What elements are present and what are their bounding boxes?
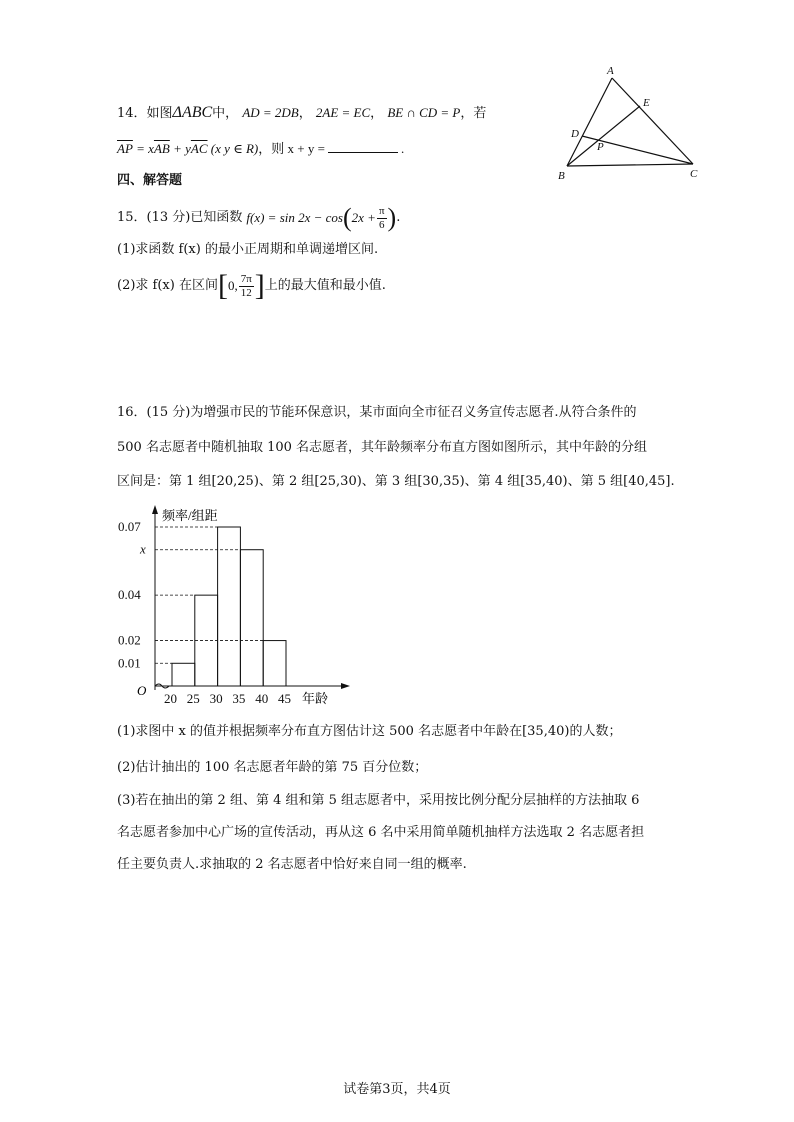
q16-line3: 区间是：第 1 组[20,25)、第 2 组[25,30)、第 3 组[30,35)、第 4 组[35,40)、第 5 组[40,45]. xyxy=(117,474,675,489)
q15-part1: (1)求函数 f(x) 的最小正周期和单调递增区间. xyxy=(117,242,379,257)
x-axis-title: 年龄 xyxy=(302,691,329,706)
q14-end: . xyxy=(400,141,405,156)
q16-part2: (2)估计抽出的 100 名志愿者年龄的第 75 百分位数； xyxy=(117,760,428,775)
section-title: 四、解答题 xyxy=(117,173,183,188)
q14-line1: 14．如图ΔABC中， AD = 2DB， 2AE = EC， BE ∩ CD = P，若 xyxy=(117,104,487,121)
x-tick-label: 45 xyxy=(278,691,291,706)
y-tick-label: 0.01 xyxy=(118,655,141,671)
q14-cond1: AD = 2DB xyxy=(242,105,299,120)
q15-line1 xyxy=(117,205,400,231)
q15-bracket-right: ] xyxy=(254,269,265,302)
q16-line2: 500 名志愿者中随机抽取 100 名志愿者，其年龄频率分布直方图如图所示，其中年龄的分组 xyxy=(117,440,648,455)
page-footer: 试卷第3页，共4页 xyxy=(343,1082,451,1097)
q15-pi: π xyxy=(378,204,385,217)
q15-12: 12 xyxy=(240,286,252,299)
q14-triangle: ΔABC xyxy=(172,104,213,121)
q14-ask: ，则 x + y = xyxy=(258,141,325,156)
x-tick-label: 20 xyxy=(164,691,177,706)
q15-pi-over-6 xyxy=(377,205,387,232)
q15-part2 xyxy=(117,271,386,301)
q16-part3-line3: 任主要负责人.求抽取的 2 名志愿者中恰好来自同一组的概率. xyxy=(117,857,467,872)
q15-paren-left: ( xyxy=(342,203,352,232)
q15-part2-post: 上的最大值和最小值. xyxy=(264,278,386,293)
histogram-bar xyxy=(263,641,286,686)
histogram-bar xyxy=(172,663,195,686)
y-tick-label: 0.07 xyxy=(118,519,141,534)
q14-vec-ap: $\overline{AP}$ xyxy=(117,141,133,156)
q15-interval-left: 0, xyxy=(227,278,238,293)
q14-answer-blank xyxy=(328,140,398,153)
edge-ac xyxy=(612,78,693,164)
q15-7pi-over-12 xyxy=(239,273,254,300)
edge-ab xyxy=(567,78,612,166)
x-tick-label: 25 xyxy=(186,691,200,706)
label-c: C xyxy=(690,168,698,180)
q14-vec-ac: $\overline{AC}$ xyxy=(190,141,208,156)
q14-domain: (x y ∈ R) xyxy=(210,141,259,156)
q14-zhong: 中， xyxy=(212,106,239,121)
x-tick-label: 40 xyxy=(255,691,269,706)
edge-bc xyxy=(567,164,693,166)
label-a: A xyxy=(607,65,614,77)
label-e: E xyxy=(643,97,650,109)
q15-six: 6 xyxy=(378,218,385,231)
q14-label: 14．如图 xyxy=(117,106,173,121)
y-tick-label: 0.02 xyxy=(118,632,141,648)
y-tick-label: x xyxy=(140,541,146,557)
histogram-chart xyxy=(110,500,370,710)
histogram-bar xyxy=(240,550,263,686)
q14-ruo: ，若 xyxy=(460,106,487,121)
q14-cond2: 2AE = EC xyxy=(315,105,371,120)
q14-vec-ab: $\overline{AB}$ xyxy=(153,141,170,156)
q15-arg: 2x + xyxy=(351,210,376,225)
histogram-bar xyxy=(218,527,241,686)
x-tick-label: 35 xyxy=(232,691,246,706)
origin-label: O xyxy=(137,683,147,698)
y-tick-label: 0.04 xyxy=(118,587,141,603)
q15-label: 15．(13 分)已知函数 xyxy=(117,210,243,225)
q15-7pi: 7π xyxy=(240,272,252,285)
q14-cond3: BE ∩ CD = P xyxy=(387,105,461,120)
label-d: D xyxy=(571,128,579,140)
q15-part2-pre: (2)求 f(x) 在区间 xyxy=(117,278,218,293)
y-axis-title: 频率/组距 xyxy=(162,508,218,523)
q15-bracket-left: [ xyxy=(217,269,228,302)
triangle-figure xyxy=(555,62,705,184)
label-b: B xyxy=(558,170,565,182)
q15-paren-right: ) xyxy=(387,203,397,232)
q15-fx: f(x) = sin 2x − cos xyxy=(246,210,343,225)
label-p: P xyxy=(597,141,604,153)
q16-part3-line1: (3)若在抽出的第 2 组、第 4 组和第 5 组志愿者中，采用按比例分配分层抽样的方法抽取 6 xyxy=(117,793,640,808)
x-axis-arrow xyxy=(341,683,350,689)
q16-part1: (1)求图中 x 的值并根据频率分布直方图估计这 500 名志愿者中年龄在[35,40)的人数； xyxy=(117,724,622,739)
q14-line2 xyxy=(117,140,404,158)
q16-line1: 16．(15 分)为增强市民的节能环保意识，某市面向全市征召义务宣传志愿者.从符合条件的 xyxy=(117,405,637,420)
y-axis-arrow xyxy=(152,505,158,514)
q15-end: . xyxy=(396,210,401,225)
x-tick-label: 30 xyxy=(209,691,223,706)
q14-plus-y: + y xyxy=(173,141,191,156)
q14-eq-mid: = x xyxy=(136,141,154,156)
q16-part3-line2: 名志愿者参加中心广场的宣传活动，再从这 6 名中采用简单随机抽样方法选取 2 名志愿者担 xyxy=(117,825,645,840)
